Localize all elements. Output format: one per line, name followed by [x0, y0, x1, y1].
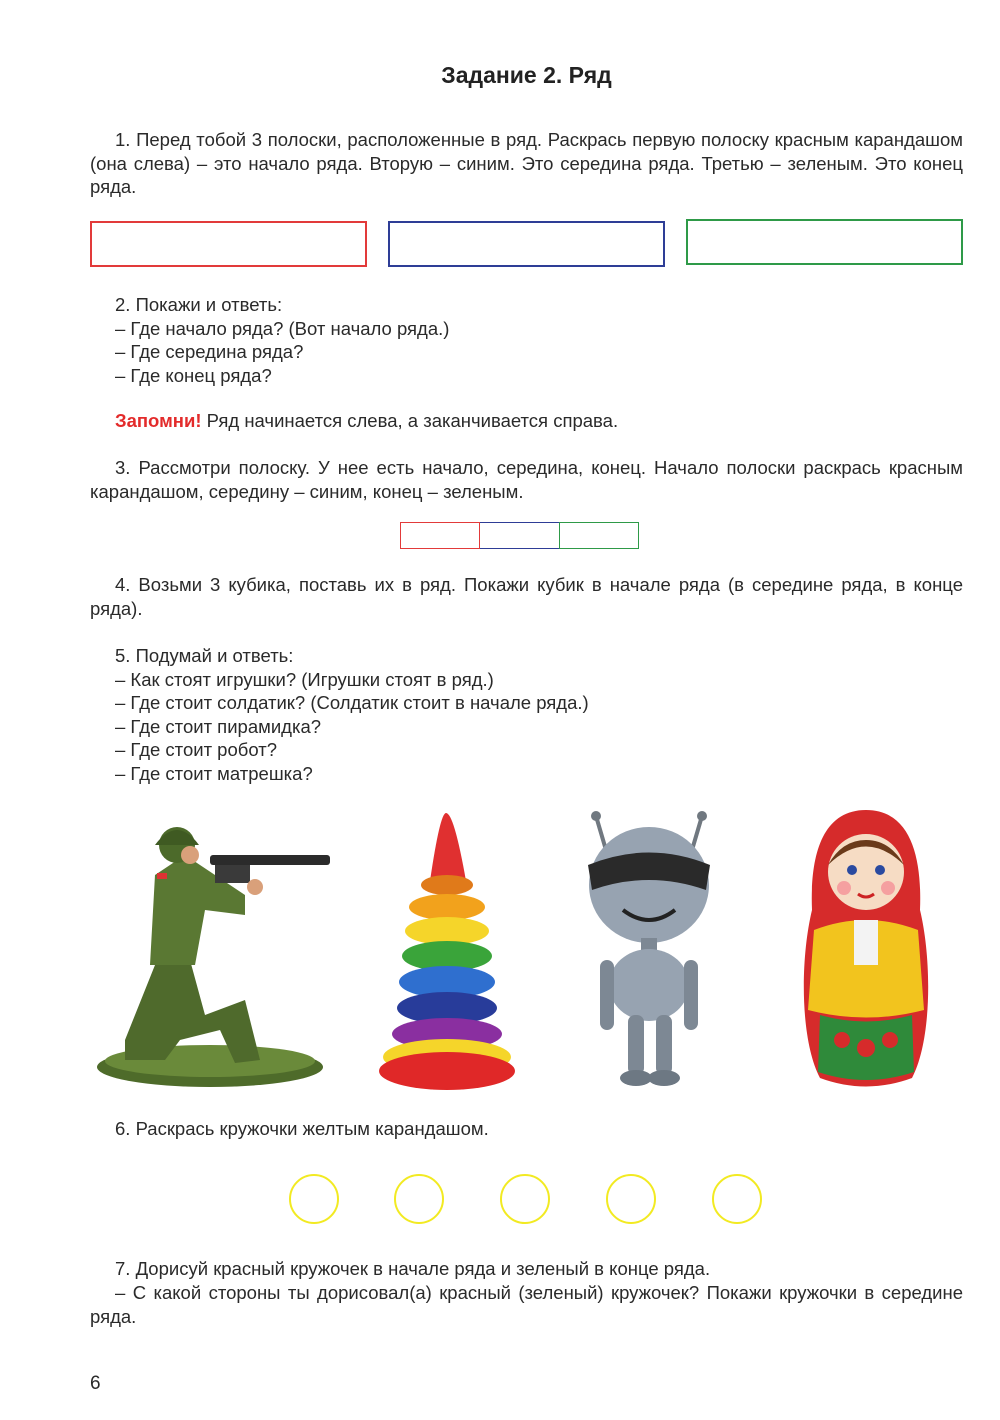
task5-line: – Как стоят игрушки? (Игрушки стоят в ряд.): [115, 668, 494, 690]
strip-segment-middle[interactable]: [480, 522, 558, 549]
task7-line2: – С какой стороны ты дорисовал(а) красный (зеленый) кружочек? Покажи кружочки в середине ряда.: [90, 1282, 963, 1327]
task2-line: – Где конец ряда?: [115, 364, 272, 386]
task5-line: – Где стоит робот?: [115, 739, 278, 760]
segmented-strip: [400, 522, 639, 549]
robot-icon: [578, 810, 720, 1090]
task2-block: [90, 293, 963, 387]
task1-text: 1. Перед тобой 3 полоски, расположенные в ряд. Раскрась первую полоску красным карандашом (она слева) – это начало ряда. Вторую – синим. Это середина ряда. Третью – зеленым. Это конец ряда.: [90, 129, 963, 197]
strip-green[interactable]: [686, 219, 963, 265]
task4-text: 4. Возьми 3 кубика, поставь их в ряд. Покажи кубик в начале ряда (в середине ряда, в конце ряда).: [90, 574, 963, 619]
task2-heading: 2. Покажи и ответь:: [115, 294, 283, 315]
yellow-circle[interactable]: [712, 1174, 762, 1224]
strip-red[interactable]: [90, 221, 367, 267]
task5-line: – Где стоит матрешка?: [115, 762, 313, 784]
task5-block: [90, 644, 963, 785]
task6-text: 6. Раскрась кружочки желтым карандашом.: [115, 1118, 489, 1139]
matryoshka-icon: [800, 810, 932, 1090]
toy-soldier-icon: [95, 815, 335, 1090]
remember-note: [90, 409, 963, 433]
task5-line: – Где стоит пирамидка?: [115, 715, 322, 737]
strip-segment-end[interactable]: [559, 522, 639, 549]
yellow-circle[interactable]: [394, 1174, 444, 1224]
ring-pyramid-icon: [378, 813, 516, 1091]
task5-line: – Где стоит солдатик? (Солдатик стоит в начале ряда.): [115, 692, 589, 713]
task7-line1: 7. Дорисуй красный кружочек в начале ряда и зеленый в конце ряда.: [115, 1258, 711, 1279]
task2-line: – Где середина ряда?: [115, 341, 304, 362]
yellow-circle[interactable]: [500, 1174, 550, 1224]
task5-heading: 5. Подумай и ответь:: [115, 645, 294, 666]
yellow-circle[interactable]: [289, 1174, 339, 1224]
yellow-circle[interactable]: [606, 1174, 656, 1224]
strip-blue[interactable]: [388, 221, 665, 267]
page-title: Задание 2. Ряд: [441, 62, 612, 88]
page-number: 6: [90, 1373, 101, 1394]
remember-text: Ряд начинается слева, а заканчивается справа.: [201, 410, 619, 431]
remember-label: Запомни!: [115, 410, 202, 431]
strip-segment-start[interactable]: [400, 522, 480, 549]
task2-line: – Где начало ряда? (Вот начало ряда.): [115, 317, 450, 339]
task3-text: 3. Рассмотри полоску. У нее есть начало, середина, конец. Начало полоски раскрась красным карандашом, середину – синим, конец – зеленым.: [90, 457, 963, 502]
